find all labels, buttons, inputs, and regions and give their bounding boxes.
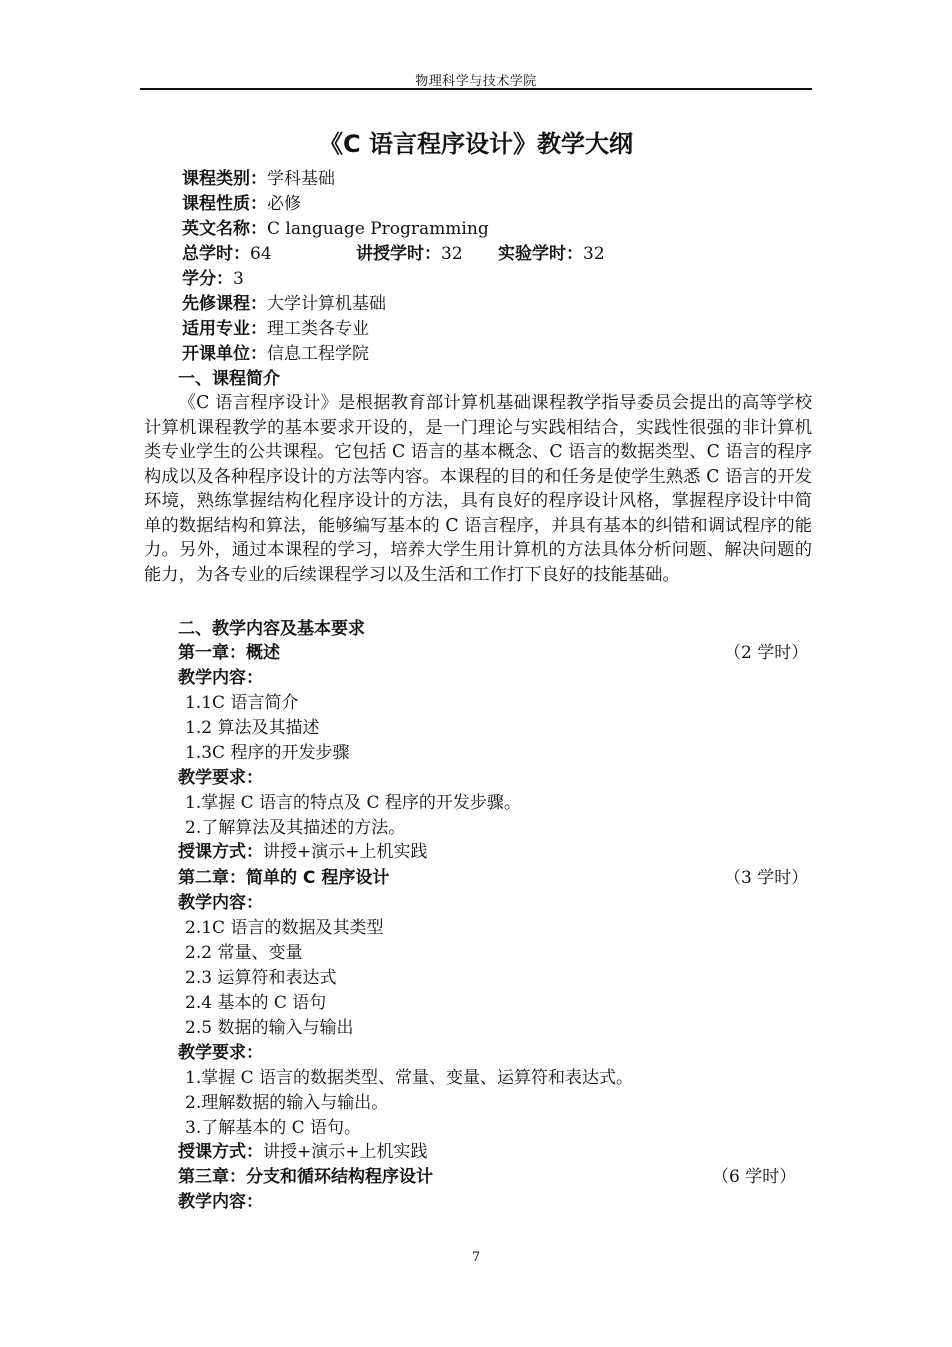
info-value: 学科基础 — [267, 169, 335, 189]
chapter-2-requirement: 2.理解数据的输入与输出。 — [185, 1093, 389, 1113]
chapter-2-method — [178, 1140, 428, 1164]
info-total-hours — [182, 242, 272, 266]
info-value: 32 — [441, 244, 463, 264]
chapter-2-content-label: 教学内容： — [178, 893, 263, 913]
chapter-2-title: 第二章：简单的 C 程序设计 — [178, 868, 390, 888]
section-heading-content: 二、教学内容及基本要求 — [178, 619, 365, 639]
chapter-1-item: 1.2 算法及其描述 — [185, 718, 320, 738]
chapter-1-method — [178, 840, 428, 864]
page-number: 7 — [471, 1250, 481, 1265]
info-lecture-hours — [356, 242, 463, 266]
info-nature — [182, 192, 301, 216]
info-value: 3 — [233, 269, 244, 289]
info-label: 课程性质： — [182, 194, 267, 214]
chapter-2-item: 2.3 运算符和表达式 — [185, 968, 337, 988]
chapter-3-title: 第三章：分支和循环结构程序设计 — [178, 1167, 433, 1187]
chapter-3-content-label: 教学内容： — [178, 1192, 263, 1212]
info-credits — [182, 267, 244, 291]
chapter-1-title: 第一章：概述 — [178, 643, 280, 663]
info-unit — [182, 342, 369, 366]
info-label: 讲授学时： — [356, 244, 441, 264]
page-header: 物理科学与技术学院 — [415, 74, 537, 89]
info-english-name — [182, 217, 489, 241]
chapter-2-item: 2.2 常量、变量 — [185, 943, 303, 963]
info-value: 64 — [250, 244, 272, 264]
chapter-2-requirement: 1.掌握 C 语言的数据类型、常量、变量、运算符和表达式。 — [185, 1068, 634, 1088]
method-label: 授课方式： — [178, 1142, 263, 1162]
chapter-1-requirement: 2.了解算法及其描述的方法。 — [185, 818, 406, 838]
info-value: C language Programming — [267, 219, 489, 239]
method-value: 讲授+演示+上机实践 — [263, 842, 428, 862]
chapter-2-item: 2.5 数据的输入与输出 — [185, 1018, 354, 1038]
chapter-2-req-label: 教学要求： — [178, 1043, 263, 1063]
info-value: 大学计算机基础 — [267, 294, 386, 314]
chapter-1-item: 1.1C 语言简介 — [185, 693, 299, 713]
info-value: 32 — [583, 244, 605, 264]
chapter-2-item: 2.4 基本的 C 语句 — [185, 993, 327, 1013]
chapter-2-requirement: 3.了解基本的 C 语句。 — [185, 1118, 362, 1138]
info-value: 必修 — [267, 194, 301, 214]
chapter-1-hours: （2 学时） — [724, 643, 809, 663]
info-lab-hours — [498, 242, 605, 266]
info-label: 课程类别： — [182, 169, 267, 189]
info-label: 学分： — [182, 269, 233, 289]
method-value: 讲授+演示+上机实践 — [263, 1142, 428, 1162]
section-heading-intro: 一、课程简介 — [178, 369, 280, 389]
info-label: 实验学时： — [498, 244, 583, 264]
chapter-1-item: 1.3C 程序的开发步骤 — [185, 743, 350, 763]
info-category — [182, 167, 335, 191]
document-title: 《C 语言程序设计》教学大纲 — [319, 130, 633, 158]
info-label: 开课单位： — [182, 344, 267, 364]
info-value: 理工类各专业 — [267, 319, 369, 339]
info-label: 英文名称： — [182, 219, 267, 239]
info-label: 适用专业： — [182, 319, 267, 339]
info-prerequisite — [182, 292, 386, 316]
info-value: 信息工程学院 — [267, 344, 369, 364]
chapter-2-hours: （3 学时） — [724, 868, 809, 888]
method-label: 授课方式： — [178, 842, 263, 862]
chapter-2-item: 2.1C 语言的数据及其类型 — [185, 918, 384, 938]
info-major — [182, 317, 369, 341]
chapter-1-requirement: 1.掌握 C 语言的特点及 C 程序的开发步骤。 — [185, 793, 521, 813]
chapter-3-hours: （6 学时） — [712, 1167, 797, 1187]
chapter-1-req-label: 教学要求： — [178, 768, 263, 788]
course-intro-paragraph: 《C 语言程序设计》是根据教育部计算机基础课程教学指导委员会提出的高等学校计算机课程教学的基本要求开设的，是一门理论与实践相结合，实践性很强的非计算机类专业学生的公共课程。它包括 C 语言的基本概念、C 语言的数据类型、C 语言的程序构成以及各种程序设计的方法等内容。本课程的目的和任务是使学生熟悉 C 语言的开发环境，熟练掌握结构化程序设计的方法，具有良好的程序设计风格，掌握程序设计中简单的数据结构和算法，能够编写基本的 C 语言程序，并具有基本的纠错和调试程序的能力。另外，通过本课程的学习，培养大学生用计算机的方法具体分析问题、解决问题的能力，为各专业的后续课程学习以及生活和工作打下良好的技能基础。 — [144, 393, 812, 585]
chapter-1-content-label: 教学内容： — [178, 668, 263, 688]
info-label: 先修课程： — [182, 294, 267, 314]
header-rule — [140, 88, 812, 90]
info-label: 总学时： — [182, 244, 250, 264]
